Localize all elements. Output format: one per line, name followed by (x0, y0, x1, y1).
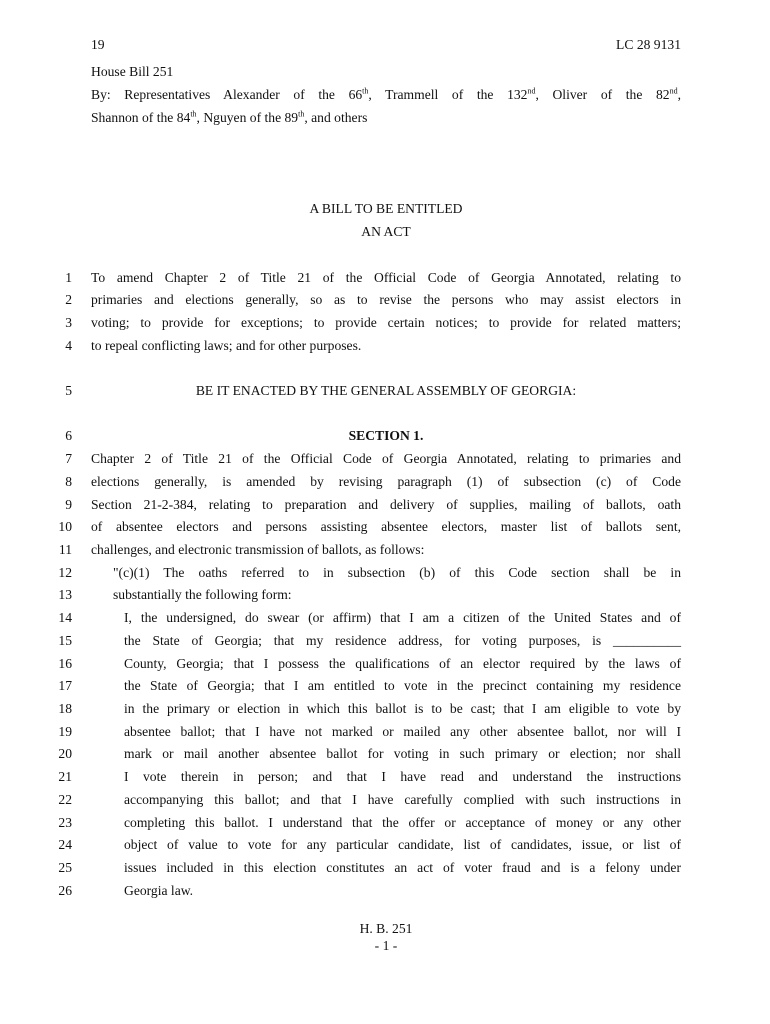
line-number: 11 (58, 542, 72, 557)
bill-text-line: object of value to vote for any particular candidate, list of candidates, issue, or list of (124, 837, 681, 852)
bill-text-line: issues included in this election constitutes an act of voter fraud and is a felony under (124, 860, 681, 875)
line-number: 25 (58, 860, 72, 875)
line-number: 16 (58, 656, 72, 671)
line-number: 5 (65, 383, 72, 398)
bill-text-line: To amend Chapter 2 of Title 21 of the Official Code of Georgia Annotated, relating to (91, 270, 681, 285)
bill-text-line: challenges, and electronic transmission of ballots, as follows: (91, 542, 425, 557)
line-number: 12 (58, 565, 72, 580)
bill-text-line: of absentee electors and persons assisting absentee electors, master list of ballots sent, (91, 519, 681, 534)
sponsors-line-2: Shannon of the 84th, Nguyen of the 89th, and others (91, 109, 368, 125)
bill-text-line: the State of Georgia; that my residence address, for voting purposes, is __________ (124, 633, 681, 648)
line-number: 20 (58, 746, 72, 761)
line-number: 7 (65, 451, 72, 466)
line-number: 24 (58, 837, 72, 852)
bill-text-line: Chapter 2 of Title 21 of the Official Code of Georgia Annotated, relating to primaries and (91, 451, 681, 466)
bill-number: House Bill 251 (91, 64, 174, 79)
line-number: 23 (58, 815, 72, 830)
bill-text-line: absentee ballot; that I have not marked or mailed any other absentee ballot, nor will I (124, 724, 681, 739)
bill-text-line: Georgia law. (124, 883, 194, 898)
bill-text-line: County, Georgia; that I possess the qualifications of an elector required by the laws of (124, 656, 681, 671)
footer-bill-ref: H. B. 251 (359, 921, 413, 936)
line-number: 14 (58, 610, 72, 625)
bill-text-line: in the primary or election in which this ballot is to be cast; that I am eligible to vote by (124, 701, 681, 716)
bill-text-line: completing this ballot. I understand that the offer or acceptance of money or any other (124, 815, 681, 830)
line-number: 10 (58, 519, 72, 534)
line-number: 3 (65, 315, 72, 330)
line-number: 17 (58, 678, 72, 693)
bill-text-line: mark or mail another absentee ballot for voting in such primary or election; nor shall (124, 746, 681, 761)
line-number: 6 (65, 428, 72, 443)
line-number: 1 (65, 270, 72, 285)
bill-text-line: "(c)(1) The oaths referred to in subsection (b) of this Code section shall be in (113, 565, 681, 580)
line-number: 4 (65, 338, 72, 353)
bill-text-line: primaries and elections generally, so as to revise the persons who may assist electors in (91, 292, 681, 307)
title-line-2: AN ACT (361, 224, 411, 239)
lc-code: LC 28 9131 (616, 37, 681, 52)
bill-text-line: I, the undersigned, do swear (or affirm) that I am a citizen of the United States and of (124, 610, 681, 625)
line-number: 19 (58, 724, 72, 739)
line-number: 22 (58, 792, 72, 807)
bill-text-line: elections generally, is amended by revising paragraph (1) of subsection (c) of Code (91, 474, 681, 489)
bill-text-line: Section 21-2-384, relating to preparation and delivery of supplies, mailing of ballots, oath (91, 497, 681, 512)
bill-text-line: BE IT ENACTED BY THE GENERAL ASSEMBLY OF GEORGIA: (195, 383, 577, 398)
line-number: 15 (58, 633, 72, 648)
page-number: 19 (91, 37, 105, 52)
line-number: 21 (58, 769, 72, 784)
bill-text-line: I vote therein in person; and that I have read and understand the instructions (124, 769, 681, 784)
bill-text-line: accompanying this ballot; and that I have carefully complied with such instructions in (124, 792, 681, 807)
bill-text-line: voting; to provide for exceptions; to provide certain notices; to provide for related matters; (91, 315, 681, 330)
bill-text-line: to repeal conflicting laws; and for other purposes. (91, 338, 362, 353)
line-number: 8 (65, 474, 72, 489)
line-number: 9 (65, 497, 72, 512)
title-line-1: A BILL TO BE ENTITLED (309, 201, 463, 216)
line-number: 2 (65, 292, 72, 307)
line-number: 13 (58, 587, 72, 602)
bill-text-line: substantially the following form: (113, 587, 292, 602)
bill-text-line: the State of Georgia; that I am entitled to vote in the precinct containing my residence (124, 678, 681, 693)
sponsors-line-1: By: Representatives Alexander of the 66th, Trammell of the 132nd, Oliver of the 82nd, (91, 86, 681, 102)
line-number: 26 (58, 883, 72, 898)
footer-page: - 1 - (374, 938, 398, 953)
line-number: 18 (58, 701, 72, 716)
bill-text-line: SECTION 1. (348, 428, 424, 443)
